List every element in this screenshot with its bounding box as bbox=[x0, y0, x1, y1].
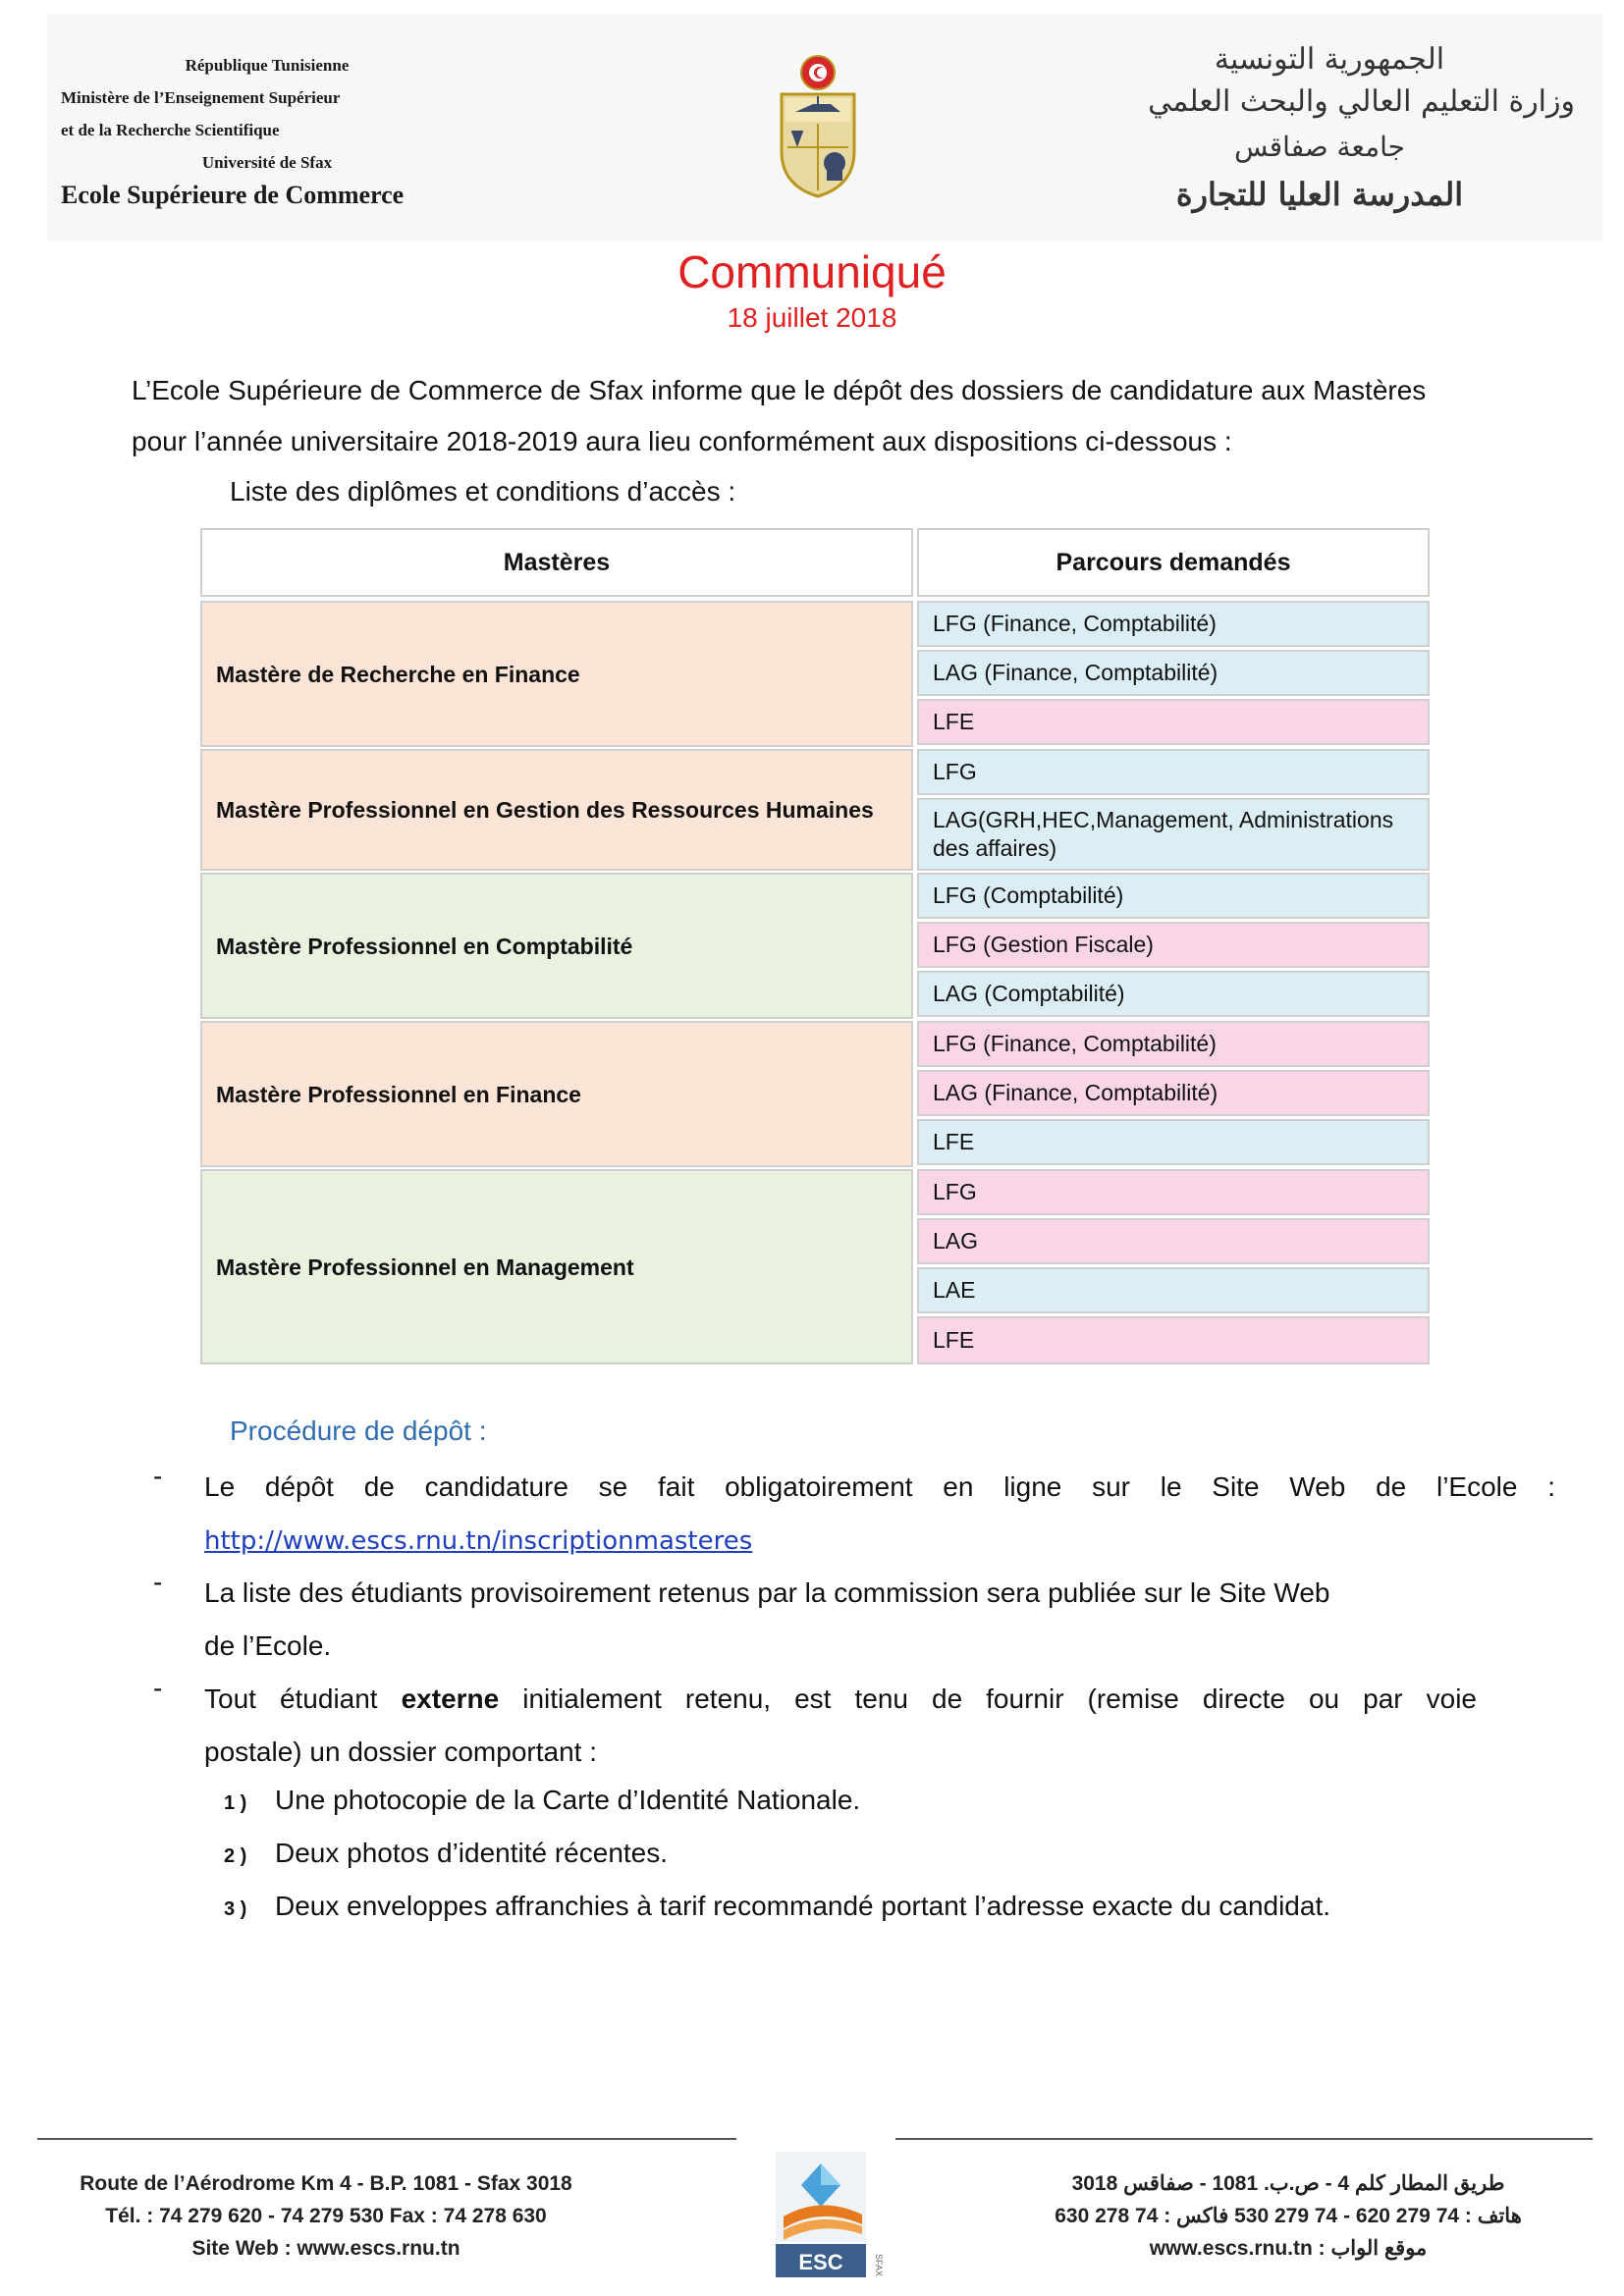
footer-website-arabic: موقع الواب : www.escs.rnu.tn bbox=[1149, 2237, 1428, 2260]
parcours-cell: LAG (Finance, Comptabilité) bbox=[917, 1070, 1430, 1116]
arabic-ministry-line: وزارة التعليم العالي والبحث العلمي bbox=[1148, 84, 1575, 119]
item-number: 3 ) bbox=[224, 1898, 247, 1920]
parcours-cell: LFE bbox=[917, 1316, 1430, 1364]
footer-address-fr bbox=[71, 2167, 581, 2265]
master-cell: Mastère Professionnel en Comptabilité bbox=[200, 873, 913, 1019]
footer-phone-arabic: هاتف : 74 279 620 - 74 279 530 فاكس : 74 278 630 bbox=[1055, 2205, 1522, 2227]
bullet-external-student bbox=[204, 1673, 1477, 1726]
page-title: Communiqué bbox=[677, 246, 947, 297]
communique-date: 18 juillet 2018 bbox=[727, 302, 897, 333]
bullet-dash: - bbox=[153, 1567, 163, 1597]
footer-divider-left bbox=[37, 2138, 736, 2140]
intro-paragraph bbox=[132, 365, 1555, 467]
parcours-cell: LAG bbox=[917, 1218, 1430, 1264]
arabic-school-line: المدرسة العليا للتجارة bbox=[1175, 176, 1464, 213]
external-pre: Tout étudiant bbox=[204, 1683, 402, 1714]
parcours-cell: LAG (Finance, Comptabilité) bbox=[917, 650, 1430, 696]
header-masters: Mastères bbox=[200, 528, 913, 597]
ministry-line: Ministère de l’Enseignement Supérieur bbox=[61, 88, 341, 107]
item-number: 2 ) bbox=[224, 1845, 247, 1867]
arabic-university-line: جامعة صفاقس bbox=[1234, 131, 1405, 163]
arabic-republic-line: الجمهورية التونسية bbox=[1214, 42, 1445, 77]
parcours-cell: LFE bbox=[917, 699, 1430, 745]
bullet-online-submission: Le dépôt de candidature se fait obligatoirement en ligne sur le Site Web de l’Ecole : bbox=[204, 1471, 1555, 1502]
bullet-list-published: La liste des étudiants provisoirement retenus par la commission sera publiée sur le Site Web bbox=[204, 1577, 1330, 1608]
required-document: Deux photos d’identité récentes. bbox=[275, 1838, 669, 1868]
parcours-cell: LFE bbox=[917, 1119, 1430, 1165]
intro-line-1: L’Ecole Supérieure de Commerce de Sfax informe que le dépôt des dossiers de candidature aux Mastères bbox=[132, 375, 1427, 405]
parcours-cell: LFG (Finance, Comptabilité) bbox=[917, 1021, 1430, 1067]
footer-phone: Tél. : 74 279 620 - 74 279 530 Fax : 74 278 630 bbox=[105, 2205, 547, 2227]
required-document: Une photocopie de la Carte d’Identité Nationale. bbox=[275, 1785, 861, 1815]
master-cell: Mastère Professionnel en Finance bbox=[200, 1021, 913, 1167]
parcours-cell: LFG (Finance, Comptabilité) bbox=[917, 601, 1430, 647]
logo-side-text: SFAX bbox=[874, 2254, 884, 2277]
footer-address: Route de l’Aérodrome Km 4 - B.P. 1081 - Sfax 3018 bbox=[80, 2172, 572, 2195]
letterhead-arabic bbox=[1064, 39, 1575, 218]
esc-sfax-logo-icon bbox=[766, 2146, 884, 2283]
inscription-link[interactable]: http://www.escs.rnu.tn/inscriptionmasteres bbox=[204, 1526, 753, 1556]
bullet-dash: - bbox=[153, 1673, 163, 1703]
parcours-cell: LFG (Comptabilité) bbox=[917, 873, 1430, 919]
parcours-cell: LFG bbox=[917, 1169, 1430, 1215]
external-post: initialement retenu, est tenu de fournir (remise directe ou par voie bbox=[499, 1683, 1477, 1714]
list-title: Liste des diplômes et conditions d’accès : bbox=[230, 476, 736, 507]
external-bold: externe bbox=[401, 1683, 500, 1714]
parcours-cell: LAE bbox=[917, 1267, 1430, 1313]
footer-website: Site Web : www.escs.rnu.tn bbox=[191, 2237, 460, 2260]
procedure-title: Procédure de dépôt : bbox=[230, 1415, 487, 1446]
parcours-cell: LAG(GRH,HEC,Management, Administrations des affaires) bbox=[917, 798, 1430, 871]
bullet-dash: - bbox=[153, 1461, 163, 1491]
required-document: Deux enveloppes affranchies à tarif recommandé portant l’adresse exacte du candidat. bbox=[275, 1891, 1331, 1921]
masters-table bbox=[200, 528, 1430, 1364]
school-name: Ecole Supérieure de Commerce bbox=[61, 181, 405, 209]
bullet-link-line bbox=[204, 1514, 752, 1568]
footer-address-arabic: طريق المطار كلم 4 - ص.ب. 1081 - صفاقس 3018 bbox=[1071, 2172, 1505, 2195]
footer-divider-right bbox=[895, 2138, 1593, 2140]
letterhead-french bbox=[61, 49, 473, 210]
letterhead bbox=[47, 14, 1602, 241]
parcours-cell: LFG (Gestion Fiscale) bbox=[917, 922, 1430, 968]
logo-text: ESC bbox=[798, 2250, 843, 2274]
ministry-line-2: et de la Recherche Scientifique bbox=[61, 121, 280, 139]
bullet-external-student-2: postale) un dossier comportant : bbox=[204, 1736, 597, 1767]
bullet-list-published-2: de l’Ecole. bbox=[204, 1630, 332, 1661]
master-cell: Mastère Professionnel en Management bbox=[200, 1169, 913, 1364]
tunisia-coat-of-arms-icon bbox=[774, 53, 862, 200]
header-parcours: Parcours demandés bbox=[917, 528, 1430, 597]
intro-line-2: pour l’année universitaire 2018-2019 aura lieu conformément aux dispositions ci-dessous : bbox=[132, 426, 1232, 456]
republic-line: République Tunisienne bbox=[185, 56, 350, 75]
parcours-cell: LAG (Comptabilité) bbox=[917, 971, 1430, 1017]
master-cell: Mastère de Recherche en Finance bbox=[200, 601, 913, 747]
university-line: Université de Sfax bbox=[201, 153, 333, 172]
footer-address-ar bbox=[1023, 2167, 1553, 2265]
parcours-cell: LFG bbox=[917, 749, 1430, 795]
item-number: 1 ) bbox=[224, 1792, 247, 1814]
master-cell: Mastère Professionnel en Gestion des Ressources Humaines bbox=[200, 749, 913, 871]
